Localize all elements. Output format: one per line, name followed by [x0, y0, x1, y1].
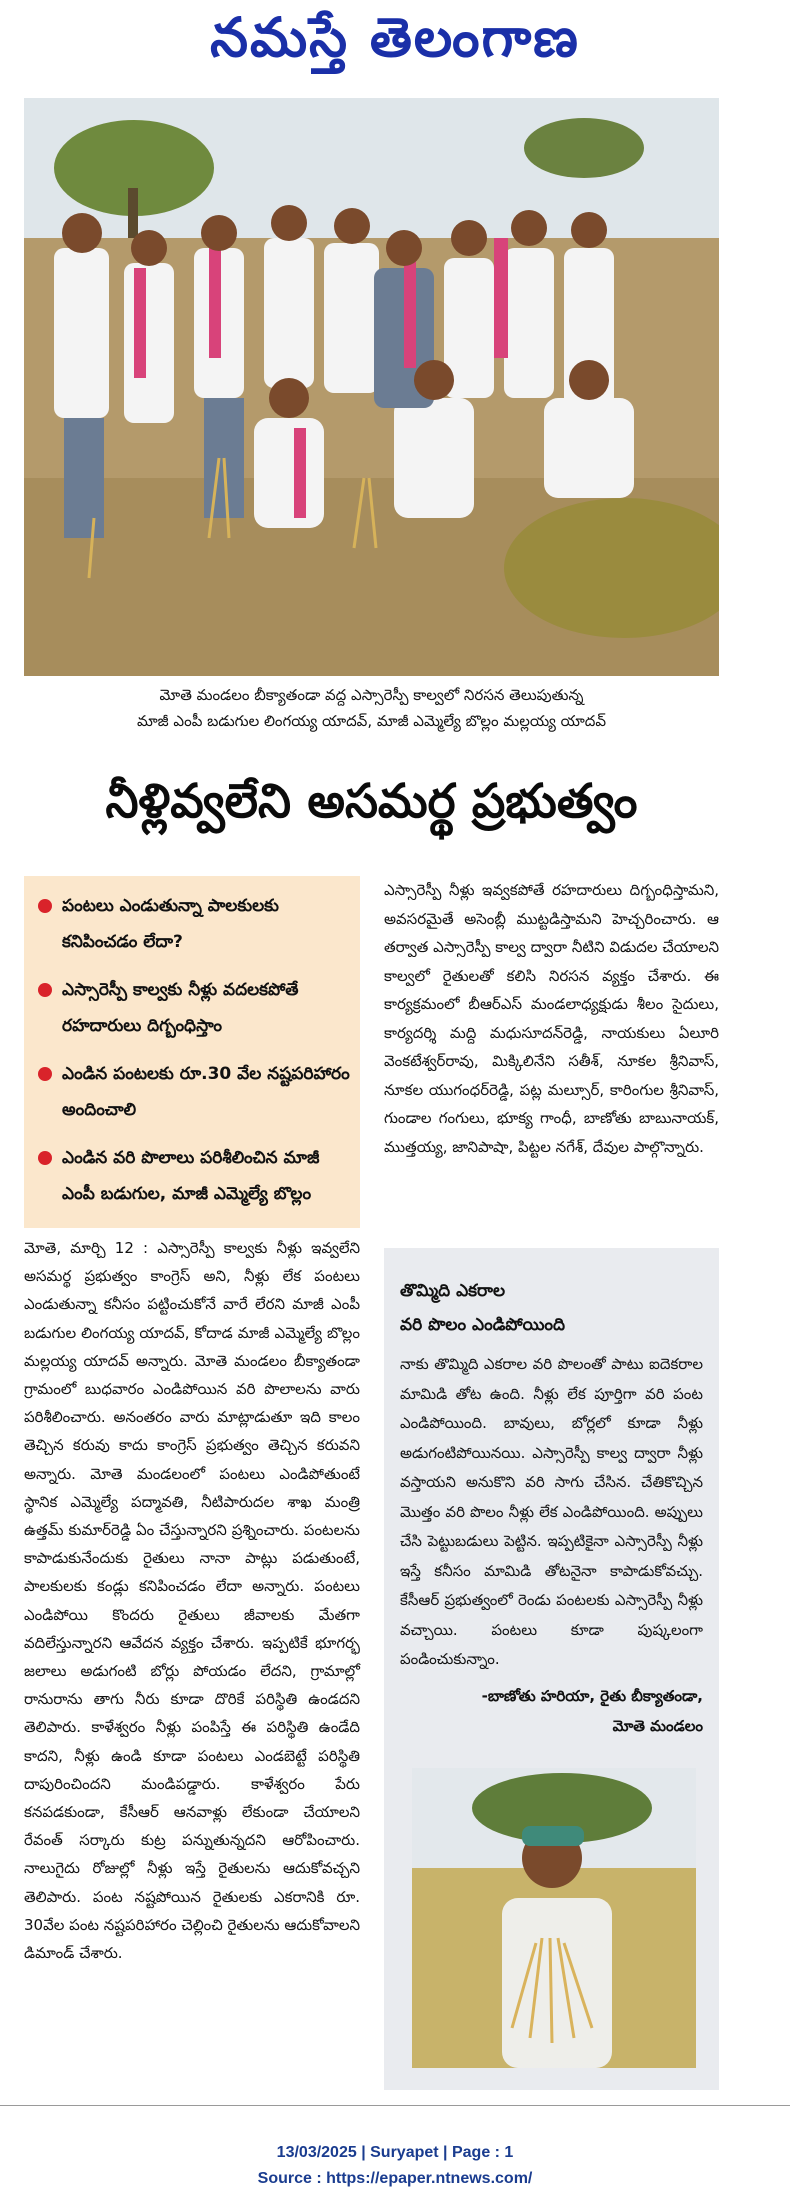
highlight-item [38, 1140, 350, 1212]
highlight-item [38, 972, 350, 1044]
caption-line-1: మోతె మండలం బీక్యాతండా వద్ద ఎస్సారెస్పీ కాల్వలో నిరసన తెలుపుతున్న [159, 686, 584, 704]
main-headline: నీళ్లివ్వలేని అసమర్థ ప్రభుత్వం [105, 774, 638, 829]
footer-date: 13/03/2025 [276, 2144, 357, 2161]
attribution-line-2: మోతె మండలం [612, 1716, 703, 1735]
bullet-icon [38, 983, 52, 997]
highlight-item [38, 1056, 350, 1128]
attribution-line-1: -బాణోతు హరియా, రైతు బీక్యాతండా, [481, 1686, 703, 1705]
story-right-column: ఎస్సారెస్పీ నీళ్లు ఇవ్వకపోతే రహదారులు దిగ్బంధిస్తామని, అవసరమైతే అసెంబ్లీ ముట్టడిస్తామని హెచ్చరించారు. ఆ తర్వాత ఎస్సారెస్పీ కాల్వ ద్వారా నీటిని విడుదల చేయాలని కాల్వలో రైతులతో కలిసి నిరసన వ్యక్తం చేశారు. ఈ కార్యక్రమంలో బీఆర్‌ఎస్‌ మండలాధ్యక్షుడు శీలం సైదులు, కార్యదర్శి మద్ది మధుసూదన్‌రెడ్డి, నాయకులు ఏలూరి వెంకటేశ్వర్‌రావు, మిక్కిలినేని సతీశ్‌, నూకల శ్రీనివాస్‌, నూకల యుగంధర్‌రెడ్డి, పట్ల మల్సూర్‌, కారింగుల శ్రీనివాస్‌, గుండాల గంగులు, భూక్య గాంధీ, బాణోతు బాబునాయక్‌, ముత్తయ్య, జానిపాషా, పిట్టల నగేశ్‌, దేవుల పాల్గొన్నారు. [384, 881, 719, 1156]
highlights-box [24, 876, 360, 1228]
highlight-text: ఎండిన పంటలకు రూ.30 వేల నష్టపరిహారం అందించాలి [62, 1064, 350, 1120]
footer-edition: Suryapet [370, 2144, 439, 2161]
bullet-icon [38, 1151, 52, 1165]
sidebar-heading [400, 1274, 703, 1342]
sidebar-heading-line-1: తొమ్మిది ఎకరాల [400, 1281, 506, 1301]
farmers-protest-photo-illustration [24, 98, 719, 676]
bullet-icon [38, 899, 52, 913]
footer-page: Page : 1 [451, 2144, 514, 2161]
sidebar-quote-text: నాకు తొమ్మిది ఎకరాల వరి పొలంతో పాటు ఐదెకరాల మామిడి తోట ఉంది. నీళ్లు లేక పూర్తిగా వరి పంట ఎండిపోయింది. బావులు, బోర్లలో కూడా నీళ్లు అడుగంటిపోయినయి. ఎస్సారెస్పీ కాల్వ ద్వారా నీళ్లు వస్తాయని అనుకొని వరి సాగు చేసిన. చేతికొచ్చిన మొత్తం వరి పొలం నీళ్లు లేక ఎండిపోయింది. అప్పులు చేసి పెట్టుబడులు పెట్టిన. ఇప్పటికైనా ఎస్సారెస్పీ నీళ్లు ఇస్తే కనీసం మామిడి తోటనైనా కాపాడుకోవచ్చు. కేసీఆర్‌ ప్రభుత్వంలో రెండు పంటలకు ఎస్సారెస్పీ నీళ్లు వచ్చాయి. పంటలు కూడా పుష్కలంగా పండించుకున్నాం. [400, 1355, 703, 1668]
bullet-icon [38, 1067, 52, 1081]
farmer-with-dry-crop-illustration [412, 1768, 696, 2068]
footer-edition-info: 13/03/2025 | Suryapet | Page : 1 [276, 2144, 514, 2161]
footer-source [0, 2170, 790, 2194]
farmer-quote-sidebar [384, 1248, 719, 2090]
sidebar-attribution [400, 1681, 703, 1741]
highlight-text: ఎస్సారెస్పీ కాల్వకు నీళ్లు వదలకపోతే రహదారులు దిగ్బంధిస్తాం [62, 980, 299, 1036]
highlight-text: పంటలు ఎండుతున్నా పాలకులకు కనిపించడం లేదా? [62, 896, 279, 952]
sidebar-heading-line-2: వరి పొలం ఎండిపోయింది [400, 1315, 566, 1335]
highlight-item [38, 888, 350, 960]
footer-divider [0, 2105, 790, 2106]
farmer-photo [412, 1768, 696, 2068]
highlight-text: ఎండిన వరి పొలాలు పరిశీలించిన మాజీ ఎంపీ బడుగుల, మాజీ ఎమ్మెల్యే బొల్లం [62, 1148, 320, 1204]
photo-caption [24, 682, 719, 740]
footer-source-link[interactable]: Source : https://epaper.ntnews.com/ [257, 2170, 533, 2187]
main-news-photo [24, 98, 719, 676]
masthead-logo: నమస్తే తెలంగాణ [210, 5, 580, 69]
story-left-column: మోతె, మార్చి 12 : ఎస్సారెస్పీ కాల్వకు నీళ్లు ఇవ్వలేని అసమర్థ ప్రభుత్వం కాంగ్రెస్‌ అని, నీళ్లు లేక పంటలు ఎండుతున్నా కనీసం పట్టించుకోనే వారే లేరని మాజీ ఎంపీ బడుగుల లింగయ్య యాదవ్‌, కోదాడ మాజీ ఎమ్మెల్యే బొల్లం మల్లయ్య యాదవ్‌ అన్నారు. మోతె మండలం బీక్యాతండా గ్రామంలో బుధవారం ఎండిపోయిన వరి పొలాలను వారు పరిశీలించారు. అనంతరం వారు మాట్లాడుతూ ఇది కాలం తెచ్చిన కరువు కాదు కాంగ్రెస్‌ ప్రభుత్వం తెచ్చిన కరువని అన్నారు. మోతె మండలంలో పంటలు ఎండిపోతుంటే స్థానిక ఎమ్మెల్యే పద్మావతి, నీటిపారుదల శాఖ మంత్రి ఉత్తమ్‌ కుమార్‌రెడ్డి ఏం చేస్తున్నారని ప్రశ్నించారు. పంటలను కాపాడుకునేందుకు రైతులు నానా పాట్లు పడుతుంటే, పాలకులకు కండ్లు కనిపించడం లేదా అన్నారు. పంటలు ఎండిపోయి కొందరు రైతులు జీవాలకు మేతగా వదిలేస్తున్నారని ఆవేదన వ్యక్తం చేశారు. ఇప్పటికే భూగర్భ జలాలు అడుగంటి బోర్లు పోయడం లేదని, గ్రామాల్లో రానురాను తాగు నీరు కూడా దొరికే పరిస్థితి ఉండదని తెలిపారు. కాళేశ్వరం నీళ్లు పంపిస్తే ఈ పరిస్థితి ఉండేది కాదని, నీళ్లు ఉండి కూడా పంటలు ఎండబెట్టే పరిస్థితి దాపురించిందని మండిపడ్డారు. కాళేశ్వరం పేరు కనపడకుండా, కేసీఆర్‌ ఆనవాళ్లు లేకుండా చేయాలని రేవంత్‌ సర్కారు కుట్ర పన్నుతున్నదని ఆరోపించారు. నాలుగైదు రోజుల్లో నీళ్లు ఇస్తే రైతులను ఆదుకోవచ్చని తెలిపారు. పంట నష్టపోయిన రైతులకు ఎకరానికి రూ. 30వేల పంట నష్టపరిహారం చెల్లించి రైతులను ఆదుకోవాలని డిమాండ్‌ చేశారు. [24, 1239, 360, 1963]
caption-line-2: మాజీ ఎంపీ బడుగుల లింగయ్య యాదవ్‌, మాజీ ఎమ్మెల్యే బొల్లం మల్లయ్య యాదవ్‌ [137, 712, 606, 730]
